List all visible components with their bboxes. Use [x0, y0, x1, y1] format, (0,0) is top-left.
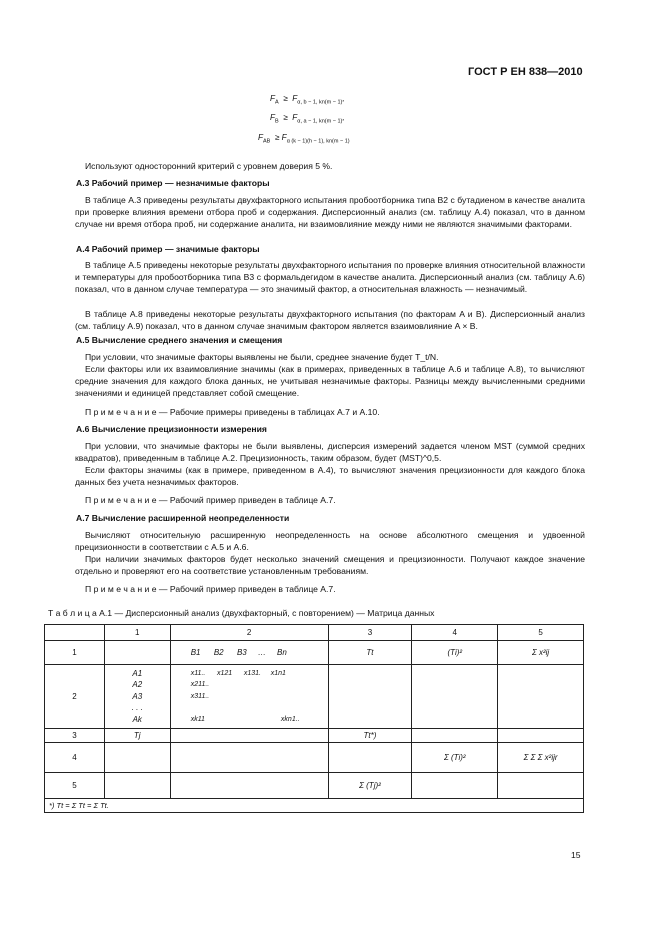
table-row: [45, 665, 584, 729]
table-cell: [170, 743, 328, 773]
b-factor: B1: [190, 648, 201, 657]
section-a4-title: А.4 Рабочий пример — значимые факторы: [76, 244, 260, 254]
table-cell: [328, 743, 412, 773]
x-value: x211..: [190, 681, 210, 689]
ti-squared-cell: (Ti)²: [412, 641, 498, 665]
table-footnote: *) Tt = Σ Tt = Σ Tt.: [45, 799, 584, 813]
a-factor: A3: [132, 691, 143, 701]
sum-x-squared-cell: Σ x²ij: [498, 641, 584, 665]
x-value: x121: [217, 669, 233, 677]
table-cell: [498, 729, 584, 743]
section-a3-paragraph: В таблице А.3 приведены результаты двухфакторного испытания пробоотборника типа В2 с бутадиеном в качестве аналита при проверке влияния времени отбора проб и содержания. Дисперсионный анализ (см. таблицу А.4) показал, что в данном случае ни время отбора проб, ни содержание аналита, ни взаимовлияние между ними не являются значимыми факторами.: [75, 195, 585, 230]
header-empty-cell: [45, 625, 105, 641]
table-cell: [104, 743, 170, 773]
section-a5-title: А.5 Вычисление среднего значения и смещения: [76, 335, 283, 345]
column-header: 4: [412, 625, 498, 641]
section-a6-paragraph-2: Если факторы значимы (как в примере, приведенном в А.4), то вычисляют значения прецизионности для каждого блока данных без учета незначимых факторов.: [75, 465, 585, 488]
tj-cell: Tj: [104, 729, 170, 743]
document-id: ГОСТ Р ЕН 838—2010: [468, 66, 583, 78]
formula-fab: $F_{AB} \ge F_{\alpha (k - 1)(h - 1), kn(m - 1)}$: [258, 133, 350, 145]
section-a3-title: А.3 Рабочий пример — незначимые факторы: [76, 178, 270, 188]
row-label: 2: [45, 665, 105, 729]
table-cell: [412, 665, 498, 729]
column-header: 2: [170, 625, 328, 641]
section-a4-paragraph-2: В таблице А.8 приведены некоторые результаты двухфакторного испытания (по факторам A и B). Дисперсионный анализ (см. таблицу А.9) показал, что в данном случае значимым фактором является взаимовлияние A × B.: [75, 309, 585, 332]
table-cell: [104, 641, 170, 665]
column-header: 1: [104, 625, 170, 641]
table-cell: [498, 665, 584, 729]
x-value: x11..: [190, 669, 206, 677]
table-footnote-row: [45, 799, 584, 813]
section-a7-paragraph-1: Вычисляют относительную расширенную неопределенность на основе абсолютного смещения и удвоенной прецизионности в соответствии с А.5 и А.6.: [75, 530, 585, 553]
sum-ti-squared-cell: Σ (Ti)²: [412, 743, 498, 773]
section-a7-paragraph-2: При наличии значимых факторов будет несколько значений смещения и прецизионности. Получают каждое значение отдельно и проверяют его на соответствие установленным требованиям.: [75, 554, 585, 577]
section-a5-paragraph-1: При условии, что значимые факторы выявлены не были, среднее значение будет T_t/N.: [85, 352, 439, 362]
section-a6-paragraph-1: При условии, что значимые факторы не были выявлены, дисперсия измерений задается членом MST (суммой средних квадратов), приведенным в таблице А.2. Прецизионность, таким образом, будет (MST)^0,5.: [75, 441, 585, 464]
table-row: [45, 729, 584, 743]
b-factors-cell: [170, 641, 328, 665]
table-header-row: [45, 625, 584, 641]
table-cell: [170, 773, 328, 799]
table-row: [45, 773, 584, 799]
a-factors-cell: [104, 665, 170, 729]
section-a7-title: А.7 Вычисление расширенной неопределенности: [76, 513, 290, 523]
table-cell: [412, 729, 498, 743]
x-value: xk11: [190, 715, 205, 723]
table-cell: [498, 773, 584, 799]
b-factor: B3: [236, 648, 247, 657]
table-cell: [104, 773, 170, 799]
section-a5-note: П р и м е ч а н и е — Рабочие примеры приведены в таблицах А.7 и А.10.: [85, 407, 380, 417]
data-matrix-table: [44, 624, 584, 813]
x-value: x1n1: [270, 669, 286, 677]
x-value: x311..: [190, 692, 210, 700]
x-values-cell: [170, 665, 328, 729]
section-a7-note: П р и м е ч а н и е — Рабочий пример приведен в таблице А.7.: [85, 584, 336, 594]
b-factor: …: [257, 648, 266, 657]
a-factor: Ak: [132, 714, 142, 724]
tt-cell: Tt: [328, 641, 412, 665]
triple-sum-cell: Σ Σ Σ x²ijr: [498, 743, 584, 773]
x-value: xkn1..: [280, 715, 300, 723]
a-factor: A2: [132, 680, 143, 690]
row-label: 3: [45, 729, 105, 743]
section-a6-title: А.6 Вычисление прецизионности измерения: [76, 424, 267, 434]
page-number: 15: [571, 850, 581, 860]
column-header: 5: [498, 625, 584, 641]
section-a6-note: П р и м е ч а н и е — Рабочий пример приведен в таблице А.7.: [85, 495, 336, 505]
table-cell: [328, 665, 412, 729]
column-header: 3: [328, 625, 412, 641]
criterion-text: Используют односторонний критерий с уровнем доверия 5 %.: [85, 161, 333, 171]
section-a5-paragraph-2: Если факторы или их взаимовлияние значимы (как в примерах, приведенных в таблице А.6 и таблице А.8), то вычисляют средние значения для каждого блока данных, не учитывая незначимые факторы. Разницы между вычисленными средними значениями и единицей представляет собой смещение.: [75, 364, 585, 399]
formula-fa: $F_A \ge F_{\alpha, b - 1, kn(m - 1)}$,: [270, 94, 345, 106]
b-factor: Bn: [277, 648, 287, 657]
x-value: x131.: [243, 669, 261, 677]
a-factor: . . .: [131, 703, 143, 713]
table-cell: [170, 729, 328, 743]
tt-total-cell: Tt*): [328, 729, 412, 743]
row-label: 5: [45, 773, 105, 799]
table-cell: [412, 773, 498, 799]
a-factor: A1: [132, 668, 143, 678]
table-row: [45, 641, 584, 665]
formula-fb: $F_B \ge F_{\alpha, a - 1, kn(m - 1)}$,: [270, 113, 345, 125]
sum-tj-squared-cell: Σ (Tj)²: [328, 773, 412, 799]
table-row: [45, 743, 584, 773]
row-label: 4: [45, 743, 105, 773]
row-label: 1: [45, 641, 105, 665]
table-caption: Т а б л и ц а А.1 — Дисперсионный анализ (двухфакторный, с повторением) — Матрица данных: [48, 608, 435, 618]
section-a4-paragraph-1: В таблице А.5 приведены некоторые результаты двухфакторного испытания по проверке влияния относительной влажности и температуры для пробоотборника типа В3 с формальдегидом в качестве аналита. Дисперсионный анализ (см. таблицу А.6) показал, что в данном случае температура — это значимый фактор, а относительная влажность — незначимый.: [75, 260, 585, 295]
b-factor: B2: [213, 648, 224, 657]
